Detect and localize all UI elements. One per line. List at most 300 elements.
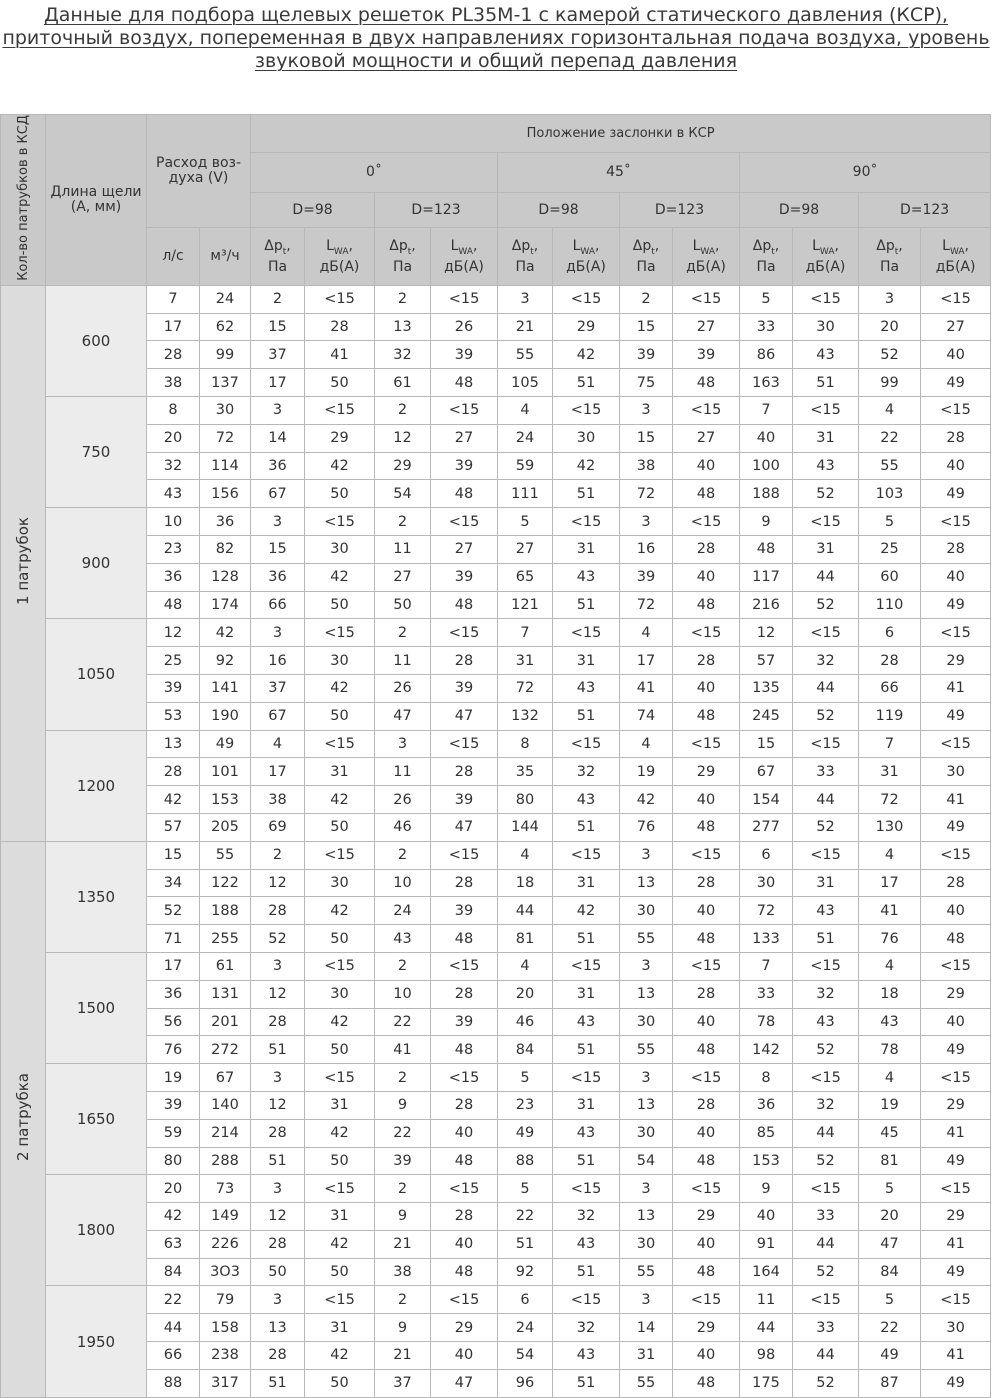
table-cell: 40 (673, 1342, 740, 1370)
table-cell: 82 (200, 535, 251, 563)
table-cell: 81 (859, 1147, 921, 1175)
table-cell: 41 (859, 897, 921, 925)
table-cell: 3 (251, 1064, 305, 1092)
table-cell: 27 (921, 313, 991, 341)
table-cell: 3 (251, 396, 305, 424)
table-cell: 13 (620, 869, 673, 897)
table-cell: 3 (251, 619, 305, 647)
table-cell: 163 (740, 369, 793, 397)
table-cell: 10 (375, 980, 431, 1008)
table-cell: 43 (553, 1230, 620, 1258)
table-cell: 78 (740, 1008, 793, 1036)
table-cell: 40 (673, 786, 740, 814)
table-cell: 5 (498, 1175, 553, 1203)
table-cell: 43 (553, 786, 620, 814)
table-row (1, 1203, 991, 1231)
table-cell: 4 (859, 1064, 921, 1092)
table-cell: 52 (793, 702, 859, 730)
table-cell: 42 (553, 341, 620, 369)
table-cell: 31 (620, 1342, 673, 1370)
table-cell: 84 (859, 1258, 921, 1286)
table-cell: 51 (793, 369, 859, 397)
table-cell: 88 (147, 1369, 200, 1397)
table-cell: 15 (620, 424, 673, 452)
table-row (1, 396, 991, 424)
table-cell: 31 (553, 1091, 620, 1119)
table-cell: 42 (200, 619, 251, 647)
table-cell: 51 (553, 1036, 620, 1064)
table-cell: 141 (200, 674, 251, 702)
table-cell: 48 (431, 1036, 498, 1064)
table-row (1, 702, 991, 730)
header-pressure-drop: $\Delta p_t$, Па (251, 228, 305, 285)
table-cell: <15 (305, 1286, 375, 1314)
table-cell: 9 (375, 1203, 431, 1231)
table-cell: 20 (147, 424, 200, 452)
table-row (1, 730, 991, 758)
table-cell: 11 (375, 758, 431, 786)
table-cell: 55 (620, 1258, 673, 1286)
table-cell: <15 (305, 508, 375, 536)
table-cell: 135 (740, 674, 793, 702)
table-cell: <15 (553, 619, 620, 647)
table-cell: 12 (251, 1203, 305, 1231)
header-diameter: D=123 (375, 192, 498, 228)
table-cell: 3 (375, 730, 431, 758)
table-cell: 27 (431, 424, 498, 452)
table-cell: 37 (251, 674, 305, 702)
table-cell: 30 (620, 1119, 673, 1147)
table-cell: 4 (620, 730, 673, 758)
table-cell: 54 (375, 480, 431, 508)
table-cell: 65 (498, 563, 553, 591)
table-cell: 72 (200, 424, 251, 452)
table-cell: 25 (147, 647, 200, 675)
table-cell: 40 (673, 452, 740, 480)
table-cell: 55 (620, 1369, 673, 1397)
table-row (1, 535, 991, 563)
table-cell: 132 (498, 702, 553, 730)
table-cell: 153 (200, 786, 251, 814)
table-cell: 38 (147, 369, 200, 397)
table-cell: 84 (147, 1258, 200, 1286)
table-cell: 48 (673, 1369, 740, 1397)
table-cell: 39 (431, 341, 498, 369)
table-cell: 7 (740, 952, 793, 980)
table-cell: 50 (305, 702, 375, 730)
table-cell: 103 (859, 480, 921, 508)
table-row (1, 952, 991, 980)
table-cell: 84 (498, 1036, 553, 1064)
table-row (1, 313, 991, 341)
table-cell: 117 (740, 563, 793, 591)
table-cell: 36 (200, 508, 251, 536)
table-cell: 48 (431, 480, 498, 508)
table-cell: 29 (375, 452, 431, 480)
table-cell: <15 (431, 952, 498, 980)
table-cell: 52 (147, 897, 200, 925)
table-cell: 50 (305, 1036, 375, 1064)
table-cell: 48 (673, 813, 740, 841)
slot-length-cell: 750 (46, 396, 147, 507)
table-cell: 40 (740, 1203, 793, 1231)
table-cell: 13 (620, 1203, 673, 1231)
table-cell: 214 (200, 1119, 251, 1147)
table-cell: 28 (431, 1091, 498, 1119)
table-cell: 40 (431, 1342, 498, 1370)
table-cell: 40 (673, 674, 740, 702)
table-cell: 7 (740, 396, 793, 424)
table-cell: 36 (251, 452, 305, 480)
table-cell: 27 (673, 424, 740, 452)
table-cell: 47 (431, 1369, 498, 1397)
table-cell: 4 (859, 396, 921, 424)
table-cell: 3 (620, 841, 673, 869)
table-cell: <15 (305, 396, 375, 424)
table-cell: 13 (147, 730, 200, 758)
table-cell: 27 (431, 535, 498, 563)
table-cell: 188 (200, 897, 251, 925)
table-cell: 12 (375, 424, 431, 452)
table-cell: 42 (305, 1230, 375, 1258)
table-cell: 56 (147, 1008, 200, 1036)
table-cell: 99 (200, 341, 251, 369)
table-cell: 51 (251, 1147, 305, 1175)
table-cell: 31 (793, 424, 859, 452)
table-cell: 40 (673, 563, 740, 591)
table-cell: 39 (431, 452, 498, 480)
table-cell: 38 (375, 1258, 431, 1286)
header-unit-m3h: м³/ч (200, 228, 251, 285)
table-cell: 216 (740, 591, 793, 619)
table-cell: 42 (553, 897, 620, 925)
header-diameter: D=123 (859, 192, 991, 228)
table-cell: 42 (553, 452, 620, 480)
table-body (1, 285, 991, 1397)
slot-length-cell: 900 (46, 508, 147, 619)
table-cell: 119 (859, 702, 921, 730)
table-cell: 91 (740, 1230, 793, 1258)
table-cell: 76 (859, 925, 921, 953)
header-diameter: D=123 (620, 192, 740, 228)
slot-length-cell: 1350 (46, 841, 147, 952)
table-cell: 13 (620, 980, 673, 1008)
table-cell: 144 (498, 813, 553, 841)
table-cell: 52 (793, 1036, 859, 1064)
table-cell: 48 (673, 480, 740, 508)
table-cell: <15 (305, 619, 375, 647)
table-cell: 32 (147, 452, 200, 480)
table-cell: 201 (200, 1008, 251, 1036)
outlet-group-label: 1 патрубок (1, 285, 46, 841)
table-cell: 15 (620, 313, 673, 341)
table-cell: 22 (859, 1314, 921, 1342)
header-pressure-drop: $\Delta p_t$, Па (740, 228, 793, 285)
table-cell: <15 (921, 1064, 991, 1092)
table-cell: 7 (498, 619, 553, 647)
table-cell: 28 (859, 647, 921, 675)
table-cell: <15 (673, 952, 740, 980)
table-cell: 44 (793, 1230, 859, 1258)
table-row (1, 591, 991, 619)
table-cell: 142 (740, 1036, 793, 1064)
table-cell: 80 (147, 1147, 200, 1175)
table-cell: 51 (553, 369, 620, 397)
table-cell: 29 (431, 1314, 498, 1342)
slot-length-cell: 1200 (46, 730, 147, 841)
table-cell: 40 (673, 897, 740, 925)
table-row (1, 1286, 991, 1314)
table-cell: 43 (553, 1008, 620, 1036)
table-cell: 74 (620, 702, 673, 730)
table-cell: 30 (921, 1314, 991, 1342)
table-cell: 55 (620, 1036, 673, 1064)
header-angle-90: 90˚ (740, 153, 991, 192)
table-cell: 31 (859, 758, 921, 786)
table-cell: <15 (431, 285, 498, 313)
table-cell: 47 (375, 702, 431, 730)
table-cell: 22 (859, 424, 921, 452)
table-cell: 39 (431, 786, 498, 814)
table-cell: 92 (200, 647, 251, 675)
table-cell: 30 (620, 897, 673, 925)
table-cell: 52 (859, 341, 921, 369)
table-cell: 31 (553, 535, 620, 563)
table-cell: <15 (921, 952, 991, 980)
table-cell: 39 (375, 1147, 431, 1175)
table-cell: 28 (251, 1230, 305, 1258)
table-cell: <15 (553, 841, 620, 869)
table-cell: 8 (740, 1064, 793, 1092)
table-cell: 205 (200, 813, 251, 841)
table-cell: 49 (921, 480, 991, 508)
table-cell: 188 (740, 480, 793, 508)
table-cell: 27 (498, 535, 553, 563)
table-cell: 128 (200, 563, 251, 591)
table-cell: 52 (793, 591, 859, 619)
table-cell: 29 (921, 1203, 991, 1231)
table-cell: 31 (305, 1314, 375, 1342)
table-cell: <15 (673, 508, 740, 536)
table-cell: 33 (793, 1203, 859, 1231)
table-cell: 28 (431, 869, 498, 897)
table-cell: 41 (921, 674, 991, 702)
header-sound-power: $L_{WA}$, дБ(А) (305, 228, 375, 285)
header-pressure-drop: $\Delta p_t$, Па (375, 228, 431, 285)
table-cell: <15 (793, 1286, 859, 1314)
table-cell: 87 (859, 1369, 921, 1397)
table-cell: <15 (793, 508, 859, 536)
table-cell: 50 (305, 480, 375, 508)
table-cell: 100 (740, 452, 793, 480)
table-cell: 48 (673, 1036, 740, 1064)
table-cell: 110 (859, 591, 921, 619)
table-cell: 28 (251, 1342, 305, 1370)
table-cell: 88 (498, 1147, 553, 1175)
table-cell: 49 (921, 1147, 991, 1175)
table-cell: 105 (498, 369, 553, 397)
table-cell: 42 (305, 563, 375, 591)
table-cell: 3 (620, 1175, 673, 1203)
table-cell: 28 (147, 758, 200, 786)
table-cell: 153 (740, 1147, 793, 1175)
table-row (1, 508, 991, 536)
table-cell: 3 (620, 1064, 673, 1092)
header-diameter: D=98 (740, 192, 859, 228)
table-row (1, 563, 991, 591)
table-cell: 6 (740, 841, 793, 869)
table-cell: <15 (793, 1064, 859, 1092)
table-cell: 17 (859, 869, 921, 897)
table-cell: 31 (498, 647, 553, 675)
table-cell: <15 (921, 841, 991, 869)
header-diameter: D=98 (498, 192, 620, 228)
table-row (1, 841, 991, 869)
table-cell: 175 (740, 1369, 793, 1397)
table-cell: 71 (147, 925, 200, 953)
header-pressure-drop: $\Delta p_t$, Па (620, 228, 673, 285)
table-cell: <15 (673, 1064, 740, 1092)
table-cell: 78 (859, 1036, 921, 1064)
table-cell: 272 (200, 1036, 251, 1064)
table-cell: 41 (921, 786, 991, 814)
table-cell: 67 (200, 1064, 251, 1092)
table-cell: 32 (793, 647, 859, 675)
table-cell: 26 (375, 786, 431, 814)
table-cell: <15 (921, 730, 991, 758)
table-cell: 41 (921, 1230, 991, 1258)
table-cell: 2 (251, 285, 305, 313)
table-cell: 48 (673, 1258, 740, 1286)
table-cell: 50 (305, 925, 375, 953)
table-cell: <15 (305, 952, 375, 980)
table-cell: 92 (498, 1258, 553, 1286)
table-cell: 51 (553, 1369, 620, 1397)
table-cell: <15 (921, 1175, 991, 1203)
table-cell: 42 (620, 786, 673, 814)
table-cell: 33 (793, 758, 859, 786)
table-cell: 49 (200, 730, 251, 758)
table-cell: 47 (431, 702, 498, 730)
table-cell: 9 (740, 508, 793, 536)
table-cell: 27 (673, 313, 740, 341)
table-cell: 66 (251, 591, 305, 619)
table-row (1, 341, 991, 369)
table-cell: 245 (740, 702, 793, 730)
table-cell: 85 (740, 1119, 793, 1147)
table-cell: <15 (793, 619, 859, 647)
table-cell: 46 (375, 813, 431, 841)
table-cell: 43 (859, 1008, 921, 1036)
table-cell: <15 (673, 285, 740, 313)
table-cell: 16 (251, 647, 305, 675)
table-cell: 28 (305, 313, 375, 341)
table-cell: 42 (305, 1342, 375, 1370)
table-cell: 8 (498, 730, 553, 758)
table-cell: 42 (305, 452, 375, 480)
table-cell: 40 (673, 1008, 740, 1036)
table-cell: 33 (740, 313, 793, 341)
table-cell: 51 (793, 925, 859, 953)
table-cell: 55 (498, 341, 553, 369)
slot-length-cell: 1050 (46, 619, 147, 730)
table-cell: 39 (673, 341, 740, 369)
table-cell: 29 (921, 647, 991, 675)
table-cell: 3 (251, 1286, 305, 1314)
table-cell: 28 (673, 869, 740, 897)
table-cell: <15 (431, 1064, 498, 1092)
table-cell: 43 (553, 674, 620, 702)
table-cell: 22 (498, 1203, 553, 1231)
table-cell: 114 (200, 452, 251, 480)
table-row (1, 285, 991, 313)
table-cell: 48 (740, 535, 793, 563)
table-cell: 28 (147, 341, 200, 369)
table-cell: 30 (553, 424, 620, 452)
table-cell: 49 (921, 702, 991, 730)
table-row (1, 925, 991, 953)
table-row (1, 1175, 991, 1203)
table-cell: 36 (147, 563, 200, 591)
table-cell: 51 (553, 1147, 620, 1175)
table-cell: 50 (305, 369, 375, 397)
table-cell: 39 (431, 563, 498, 591)
table-row (1, 1258, 991, 1286)
table-cell: 43 (147, 480, 200, 508)
table-cell: 133 (740, 925, 793, 953)
table-cell: 59 (147, 1119, 200, 1147)
table-cell: 5 (859, 1175, 921, 1203)
table-cell: 79 (200, 1286, 251, 1314)
table-cell: 40 (431, 1119, 498, 1147)
table-cell: 20 (498, 980, 553, 1008)
table-cell: 66 (147, 1342, 200, 1370)
table-cell: 69 (251, 813, 305, 841)
table-cell: 3 (620, 952, 673, 980)
table-cell: <15 (431, 730, 498, 758)
table-cell: 5 (859, 1286, 921, 1314)
table-cell: 4 (620, 619, 673, 647)
table-cell: 20 (147, 1175, 200, 1203)
table-cell: 101 (200, 758, 251, 786)
selection-table (0, 114, 991, 1398)
table-cell: 44 (793, 563, 859, 591)
table-cell: 28 (431, 1203, 498, 1231)
table-cell: 42 (305, 1119, 375, 1147)
table-cell: 44 (793, 786, 859, 814)
table-cell: 24 (498, 424, 553, 452)
table-cell: <15 (553, 285, 620, 313)
table-cell: 48 (147, 591, 200, 619)
table-cell: 5 (740, 285, 793, 313)
table-cell: 3 (620, 396, 673, 424)
table-cell: 12 (147, 619, 200, 647)
table-cell: 30 (620, 1008, 673, 1036)
table-cell: <15 (673, 396, 740, 424)
table-cell: 5 (859, 508, 921, 536)
table-cell: 42 (147, 1203, 200, 1231)
table-cell: 130 (859, 813, 921, 841)
table-cell: <15 (305, 841, 375, 869)
table-cell: 31 (305, 1091, 375, 1119)
table-cell: 48 (673, 1147, 740, 1175)
table-cell: 6 (859, 619, 921, 647)
table-cell: 49 (921, 1369, 991, 1397)
table-cell: 40 (431, 1230, 498, 1258)
table-cell: 32 (375, 341, 431, 369)
table-cell: 22 (375, 1119, 431, 1147)
table-row (1, 369, 991, 397)
